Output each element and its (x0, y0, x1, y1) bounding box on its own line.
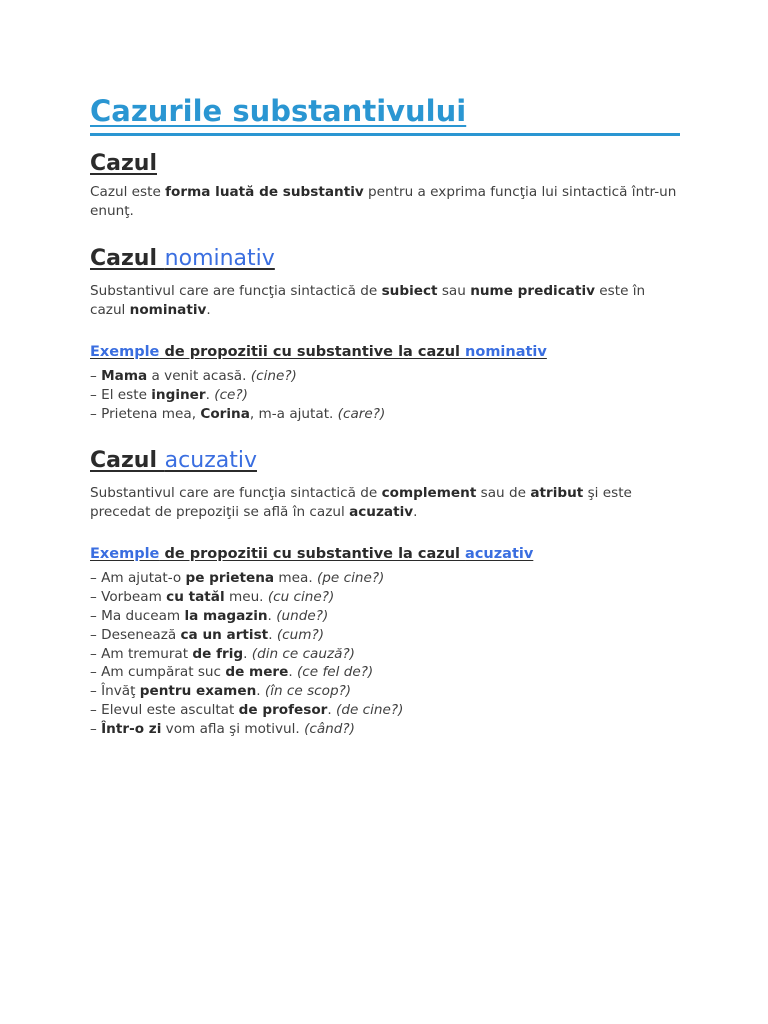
list-item (90, 720, 680, 739)
list-item (90, 645, 680, 664)
text: . (413, 504, 418, 521)
text: . (268, 626, 277, 643)
bold-text: ca un artist (180, 626, 269, 643)
question-text: (de cine?) (336, 701, 404, 718)
text: . (206, 302, 211, 318)
question-text: (cu cine?) (267, 589, 335, 606)
question-text: (ce fel de?) (297, 664, 374, 681)
text: vom afla şi motivul. (161, 720, 305, 737)
bold-text: acuzativ (349, 504, 414, 521)
heading-prefix: Cazul (90, 246, 165, 271)
list-item (90, 588, 680, 607)
list-item (90, 663, 680, 682)
heading-cazul: Cazul (90, 151, 157, 176)
text: Substantivul care are funcţia sintactică de (90, 485, 382, 502)
question-text: (din ce cauză?) (251, 645, 355, 662)
text: – Am cumpărat suc (90, 664, 226, 681)
question-text: (în ce scop?) (264, 683, 352, 700)
list-item (90, 405, 680, 424)
text: – Ma duceam (90, 607, 185, 624)
text: . (267, 607, 277, 624)
text: . (243, 645, 252, 662)
heading-prefix: Cazul (90, 448, 165, 474)
list-item (90, 386, 680, 405)
text: Cazul este (90, 184, 166, 200)
text: sau de (476, 485, 531, 502)
bold-text: Mama (101, 368, 148, 384)
text: – (90, 368, 102, 384)
exemple-link[interactable]: Exemple (90, 546, 160, 563)
text: este în cazul (90, 283, 646, 318)
bold-text: Corina (200, 405, 250, 422)
bold-text: la magazin (184, 607, 268, 624)
text: – Învăţ (90, 683, 140, 700)
acuzativ-link[interactable]: acuzativ (164, 448, 257, 474)
list-item (90, 682, 680, 701)
examples-heading-acuzativ (90, 544, 680, 564)
text: mea. (274, 570, 317, 587)
examples-list-acuzativ (90, 569, 680, 738)
examples-heading-text: de propozitii cu substantive la cazul (159, 546, 466, 563)
text: şi este precedat de prepoziţii se află în cazul (90, 485, 632, 521)
list-item (90, 701, 680, 720)
examples-heading-text: de propozitii cu substantive la cazul (159, 344, 466, 360)
list-item (90, 569, 680, 588)
paragraph-acuzativ-definition (90, 484, 680, 522)
examples-list-nominativ (90, 367, 680, 423)
bold-text: subiect (381, 283, 438, 299)
text: – Vorbeam (90, 589, 167, 606)
exemple-link[interactable]: Exemple (90, 344, 160, 360)
question-text: (cum?) (276, 626, 324, 643)
question-text: (pe cine?) (316, 570, 385, 587)
text: . (288, 664, 297, 681)
bold-text: de profesor (238, 701, 328, 718)
text: pentru a exprima funcţia lui sintactică într-un enunţ. (90, 184, 677, 219)
text: , m-a ajutat. (249, 405, 338, 422)
text: – Elevul este ascultat (90, 701, 239, 718)
text: . (205, 386, 215, 403)
bold-text: de frig (192, 645, 244, 662)
question-text: (ce?) (214, 386, 248, 403)
bold-text: nominativ (129, 302, 207, 318)
examples-heading-nominativ (90, 342, 680, 362)
text: – Am ajutat-o (90, 570, 186, 587)
text: – (90, 720, 102, 737)
text: Substantivul care are funcţia sintactică de (90, 283, 382, 299)
bold-text: pe prietena (185, 570, 275, 587)
text: – Am tremurat (90, 645, 193, 662)
heading-nominativ (90, 245, 680, 273)
question-text: (unde?) (276, 607, 329, 624)
text: a venit acasă. (147, 368, 251, 384)
list-item (90, 626, 680, 645)
nominativ-link[interactable]: nominativ (164, 246, 275, 271)
text: meu. (224, 589, 268, 606)
page-title: Cazurile substantivului (90, 93, 680, 136)
bold-text: nume predicativ (470, 283, 595, 299)
bold-text: pentru examen (139, 683, 257, 700)
bold-text: inginer (151, 386, 206, 403)
text: sau (437, 283, 471, 299)
bold-text: Într-o zi (101, 720, 162, 737)
heading-acuzativ (90, 447, 680, 475)
list-item (90, 367, 680, 386)
text: . (327, 701, 337, 718)
bold-text: complement (381, 485, 477, 502)
question-text: (când?) (304, 720, 355, 737)
question-text: (care?) (337, 405, 386, 422)
paragraph-nominativ-definition (90, 282, 680, 320)
bold-text: cu tatăl (166, 589, 225, 606)
acuzativ-case-link[interactable]: acuzativ (465, 546, 534, 563)
nominativ-case-link[interactable]: nominativ (465, 344, 547, 360)
bold-text: forma luată de substantiv (165, 184, 364, 200)
bold-text: atribut (530, 485, 584, 502)
text: – El este (90, 386, 152, 403)
text: – Desenează (90, 626, 181, 643)
document-content (90, 93, 680, 739)
question-text: (cine?) (250, 368, 297, 384)
text: – Prietena mea, (90, 405, 201, 422)
list-item (90, 607, 680, 626)
text: . (256, 683, 265, 700)
bold-text: de mere (225, 664, 289, 681)
paragraph-cazul-definition (90, 183, 680, 221)
